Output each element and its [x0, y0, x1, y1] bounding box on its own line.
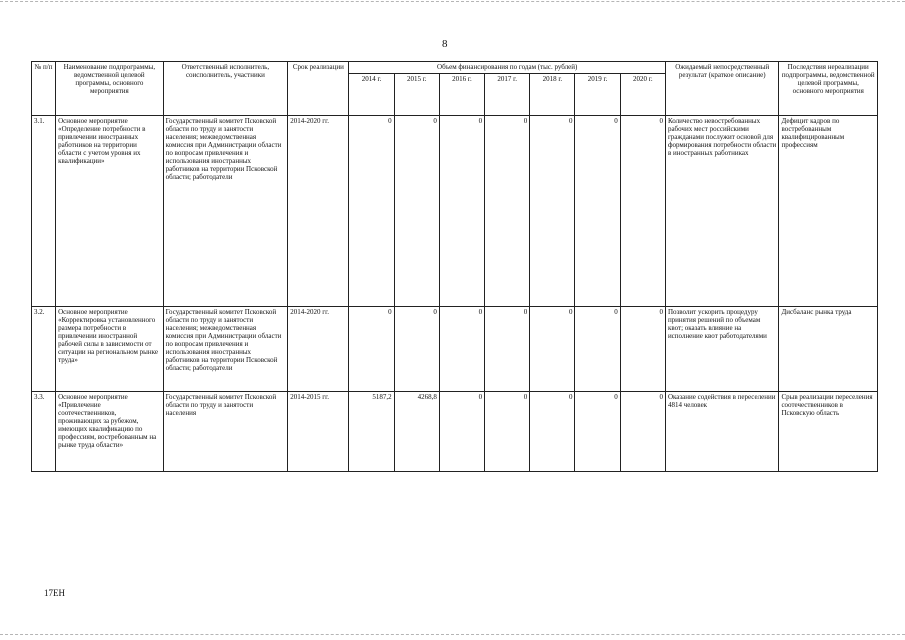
header-year: 2016 г. [439, 74, 484, 116]
header-name: Наименование подпрограммы, ведомственной целевой программы, основного мероприятия [56, 62, 164, 116]
row-value: 0 [394, 116, 439, 307]
row-value: 0 [485, 307, 530, 392]
header-funding: Объем финансирования по годам (тыс. рублей) [349, 62, 665, 74]
row-value: 0 [485, 392, 530, 472]
scan-edge-bottom [0, 634, 905, 635]
header-number: № п/п [32, 62, 56, 116]
scan-edge-top [0, 1, 905, 2]
row-value: 0 [620, 392, 665, 472]
row-value: 0 [575, 392, 620, 472]
row-consequences: Дисбаланс рынка труда [779, 307, 878, 392]
row-value: 0 [620, 116, 665, 307]
row-name: Основное мероприятие «Привлечение соотечественников, проживающих за рубежом, имеющих квалификацию по профессиям, востребованным на рынке труда области» [56, 392, 164, 472]
row-result: Оказание содействия в переселении 4814 человек [665, 392, 779, 472]
row-number: 3.2. [32, 307, 56, 392]
table-row [32, 307, 878, 392]
header-term: Срок реализации [288, 62, 349, 116]
row-consequences: Дефицит кадров по востребованным квалифицированным профессиям [779, 116, 878, 307]
header-year: 2014 г. [349, 74, 394, 116]
header-result: Ожидаемый непосредственный результат (краткое описание) [665, 62, 779, 116]
row-value: 0 [620, 307, 665, 392]
row-name: Основное мероприятие «Корректировка установленного размера потребности в привлечении иностранной рабочей силы в зависимости от ситуации на региональном рынке труда» [56, 307, 164, 392]
row-value: 5187,2 [349, 392, 394, 472]
header-year: 2017 г. [485, 74, 530, 116]
row-value: 0 [530, 307, 575, 392]
row-value: 0 [530, 116, 575, 307]
row-value: 4268,8 [394, 392, 439, 472]
row-consequences: Срыв реализации переселения соотечественников в Псковскую область [779, 392, 878, 472]
header-year: 2020 г. [620, 74, 665, 116]
row-value: 0 [575, 116, 620, 307]
row-value: 0 [439, 116, 484, 307]
row-value: 0 [485, 116, 530, 307]
table-row [32, 392, 878, 472]
row-name: Основное мероприятие «Определение потребности в привлечении иностранных работников на территории области с учетом уровня их квалификации» [56, 116, 164, 307]
row-value: 0 [530, 392, 575, 472]
header-year: 2015 г. [394, 74, 439, 116]
row-responsible: Государственный комитет Псковской области по труду и занятости населения [163, 392, 288, 472]
table-row [32, 116, 878, 307]
row-responsible: Государственный комитет Псковской области по труду и занятости населения; межведомственная комиссия при Администрации области по вопросам привлечения и использования иностранных работников на территории Псковской области; работодатели [163, 116, 288, 307]
row-result: Позволит ускорить процедуру принятия решений по объемам квот; оказать влияние на исполнение квот работодателями [665, 307, 779, 392]
row-value: 0 [575, 307, 620, 392]
program-activities-table [31, 61, 878, 472]
row-value: 0 [394, 307, 439, 392]
row-value: 0 [439, 392, 484, 472]
row-term: 2014-2015 гг. [288, 392, 349, 472]
row-responsible: Государственный комитет Псковской области по труду и занятости населения; межведомственная комиссия при Администрации области по вопросам привлечения и использования иностранных работников на территории Псковской области; работодатели [163, 307, 288, 392]
row-value: 0 [349, 116, 394, 307]
row-term: 2014-2020 гг. [288, 116, 349, 307]
page-number: 8 [442, 38, 448, 50]
row-term: 2014-2020 гг. [288, 307, 349, 392]
row-number: 3.3. [32, 392, 56, 472]
header-consequences: Последствия нереализации подпрограммы, ведомственной целевой программы, основного мероприятия [779, 62, 878, 116]
row-result: Количество невостребованных рабочих мест российскими гражданами послужит основой для формирования потребности области в иностранных работниках [665, 116, 779, 307]
header-row-main [32, 62, 878, 74]
row-value: 0 [349, 307, 394, 392]
header-responsible: Ответственный исполнитель, соисполнитель, участники [163, 62, 288, 116]
footer-code: 17ЕН [44, 588, 65, 598]
row-number: 3.1. [32, 116, 56, 307]
header-year: 2018 г. [530, 74, 575, 116]
header-year: 2019 г. [575, 74, 620, 116]
row-value: 0 [439, 307, 484, 392]
